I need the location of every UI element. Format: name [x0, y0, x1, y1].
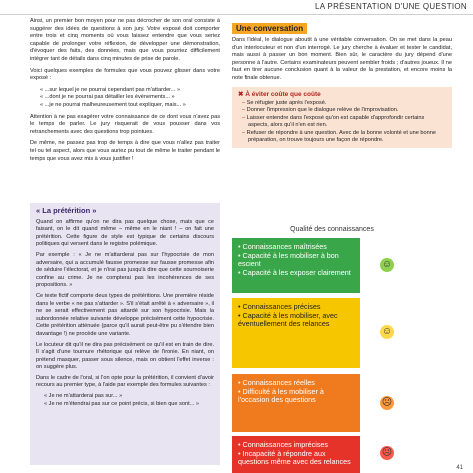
paragraph: Voici quelques exemples de formules que vous pouvez glisser dans votre exposé :	[30, 67, 220, 82]
unhappy-face-icon: ☹	[381, 397, 393, 408]
list-item: « ...je ne pourrai malheureusement tout expliquer, mais... »	[40, 101, 186, 108]
level-item: • Incapacité à répondre aux questions même avec des relances	[238, 450, 354, 467]
level-item: • Connaissances précises	[238, 303, 354, 312]
conversation-title: Une conversation	[232, 23, 307, 34]
neutral-face-icon: ☺	[381, 326, 393, 337]
formula-list	[44, 393, 214, 408]
avoid-title: ✖ À éviter coûte que coûte	[238, 90, 321, 98]
paragraph: Quand on affirme qu'on ne dira pas quelque chose, mais que ce faisant, on le dit quand même – même en le niant ! – on fait une prétérition. Cette figure de style est typique de certains discours politiques qui versent dans le registre polémique.	[36, 218, 214, 248]
list-item: – Donner l'impression que le dialogue relève de l'improvisation.	[242, 107, 446, 114]
level-item: • Capacité à les mobiliser à bon escient	[238, 252, 354, 269]
quality-level-green	[232, 238, 360, 293]
paragraph: Ce texte fictif comporte deux types de prétéritions. Une première réside dans le verbe « ne pas s'attarder ». S'il s'était arrêté à « adversaire », il ne se serait effectivement pas attardé sur son hypocrisie. Mais la subordonnée relative suivante développe précisément cette hypocrisie. Cette prétérition atténuée (parce qu'il aurait peut-être pu s'étendre bien davantage !) ne procède une variante.	[36, 292, 214, 337]
list-item: « Je ne m'attarderai pas sur... »	[44, 393, 123, 400]
quality-title: Qualité des connaissances	[290, 226, 374, 233]
running-title: LA PRÉSENTATION D'UNE QUESTION	[314, 2, 467, 11]
level-item: • Capacité à les mobiliser, avec éventuellement des relances	[238, 312, 354, 329]
formula-list	[40, 87, 220, 110]
right-column	[232, 18, 452, 148]
list-item: – Se réfugier juste après l'exposé.	[242, 100, 446, 107]
level-item: • Connaissances maîtrisées	[238, 243, 354, 252]
paragraph: De même, ne passez pas trop de temps à dire que vous n'allez pas traiter tel ou tel aspect, alors que vous auriez pu tout de même le traiter pendant le temps que vous avez mis à vous justifier !	[30, 140, 220, 162]
preterition-title: « La prétérition »	[36, 206, 97, 215]
paragraph: Attention à ne pas exagérer votre connaissance de ce dont vous n'avez pas le temps de parler. Le jury risquerait de vous pousser dans vos retranchements avec des questions trop pointues.	[30, 113, 220, 135]
quality-level-yellow	[232, 298, 360, 368]
list-item: – Laisser entendre dans l'exposé qu'on est capable d'approfondir certains aspects, alors qu'il n'en est rien.	[242, 115, 446, 130]
paragraph: Le locuteur dit qu'il ne dira pas précisément ce qu'il est en train de dire. Il s'agit d'une tournure rhétorique qui relève de l'ironie. En niant, on prétend masquer, passer sous silence, mais on obtient l'effet inverse : on suggère plus.	[36, 341, 214, 371]
preterition-box	[30, 203, 220, 465]
list-item: – Refuser de répondre à une question. Avec de la bonne volonté et une bonne préparation, on trouve toujours une façon de répondre.	[242, 130, 446, 145]
conversation-text: Dans l'idéal, le dialogue aboutit à une véritable conversation. On se met dans la peau d'un interlocuteur et non d'un interrogé. Le jury cherche à évaluer et tester le candidat, mais aussi à passer un bon moment. Bien sûr, le caractère du jury dépend d'une personne à l'autre. Certains examinateurs peuvent sembler froids ; d'autres joueux. Il ne faut en tirer aucune conclusion quant à la valeur de la prestation, et encore moins la note finale obtenue.	[232, 37, 452, 81]
paragraph: Ainsi, un premier bon moyen pour ne pas décrocher de son oral consiste à suggérer des idées de questions à son jury. Votre exposé doit comporter entre trois et cinq moments où vous laissez entendre que vous seriez capable de prolonger votre réflexion, de développer une démonstration, d'évoquer des faits, des données, mais que vous pourriez difficilement intégrer tant de détails dans cinq minutes de prise de parole.	[30, 18, 220, 62]
avoid-list	[242, 100, 446, 144]
left-column	[30, 18, 220, 167]
list-item: « ...dont je ne pourrai pas détailler les événements... »	[40, 94, 175, 101]
page-number: 41	[456, 465, 463, 471]
level-item: • Difficulté à les mobiliser à l'occasion des questions	[238, 388, 354, 405]
level-item: • Capacité à les exposer clairement	[238, 269, 354, 278]
list-item: « Je ne m'étendrai pas sur ce point précis, si bien que sont... »	[44, 400, 199, 407]
paragraph: Dans le cadre de l'oral, si l'on opte pour la prétérition, il convient d'avoir recours au premier type, à l'aide par exemple des formules suivantes :	[36, 374, 214, 389]
paragraph: Par exemple : « Je ne m'attarderai pas sur l'hypocrisie de mon adversaire, qui a accumulé fausse promesse sur fausse promesse afin de séduire l'électorat, et je n'irai pas jusqu'à dire que cette sournoiserie confine au crime. Je ne compterai pas les incohérences de ses propositions. »	[36, 251, 214, 289]
quality-level-red	[232, 436, 360, 473]
level-item: • Connaissances réelles	[238, 379, 354, 388]
happy-face-icon: ☺	[381, 259, 393, 270]
header-bar	[0, 0, 473, 15]
list-item: « ...sur lequel je ne pourrai cependant pas m'attarder... »	[40, 86, 181, 93]
quality-level-orange	[232, 374, 360, 432]
level-item: • Connaissances imprécises	[238, 441, 354, 450]
avoid-box	[232, 87, 452, 149]
angry-face-icon: ☹	[381, 447, 393, 458]
